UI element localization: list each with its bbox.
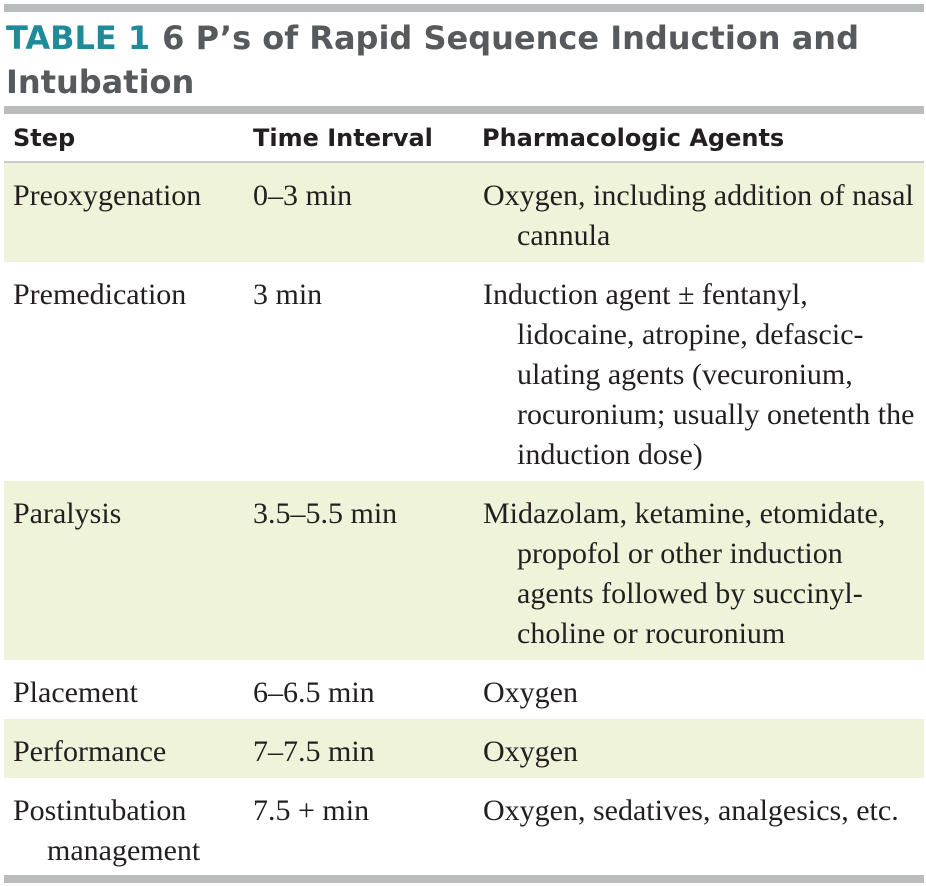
table-row [4, 778, 924, 877]
cell-agents [474, 481, 924, 660]
step-text: Paralysis [13, 497, 122, 530]
header-pharmacologic-agents: Pharmacologic Agents [474, 114, 924, 162]
cell-time: 3 min [253, 278, 323, 311]
cell-agents [474, 719, 924, 778]
cell-step [4, 660, 244, 719]
table-row [4, 481, 924, 660]
step-text: Performance [13, 735, 167, 768]
top-rule [4, 4, 924, 12]
header-row [4, 114, 924, 162]
bottom-rule [4, 875, 924, 883]
step-text: Postintubation management [13, 794, 201, 867]
cell-time: 7.5 + min [253, 794, 370, 827]
cell-agents [474, 778, 924, 877]
cell-step [4, 481, 244, 660]
agents-text: Oxygen, including addition of nasal cannula [483, 179, 914, 252]
header-rule [4, 106, 924, 114]
header-step: Step [4, 114, 244, 162]
cell-time: 3.5–5.5 min [244, 481, 474, 660]
agents-text: Induction agent ± fentanyl, lidocaine, atropine, defasciculating agents (vecuronium, rocuronium; usually onetenth the induction dose) [483, 278, 915, 471]
table-title [6, 16, 906, 104]
header-time-interval: Time Interval [244, 114, 474, 162]
cell-agents [474, 262, 924, 481]
cell-time: 6–6.5 min [253, 676, 375, 709]
agents-text: Oxygen, sedatives, analgesics, etc. [483, 794, 899, 827]
table-row [4, 660, 924, 719]
table-caption: 6 P’s of Rapid Sequence Induction and Intubation [6, 19, 859, 101]
cell-step [4, 162, 244, 262]
cell-step [4, 778, 244, 877]
step-text: Placement [13, 676, 138, 709]
cell-agents [474, 660, 924, 719]
cell-step [4, 262, 244, 481]
table-number: TABLE 1 [6, 19, 151, 57]
agents-text: Midazolam, ketamine, etomidate, propofol or other induction agents followed by succinylcholine or rocuronium [483, 497, 886, 650]
agents-text: Oxygen [483, 676, 578, 709]
table-row [4, 162, 924, 262]
cell-agents [474, 162, 924, 262]
cell-time: 7–7.5 min [244, 719, 474, 778]
cell-time: 0–3 min [244, 162, 474, 262]
table-row [4, 262, 924, 481]
agents-text: Oxygen [483, 735, 578, 768]
step-text: Premedication [13, 278, 187, 311]
rsi-table [4, 114, 924, 877]
cell-step [4, 719, 244, 778]
table-row [4, 719, 924, 778]
step-text: Preoxygenation [13, 179, 202, 212]
